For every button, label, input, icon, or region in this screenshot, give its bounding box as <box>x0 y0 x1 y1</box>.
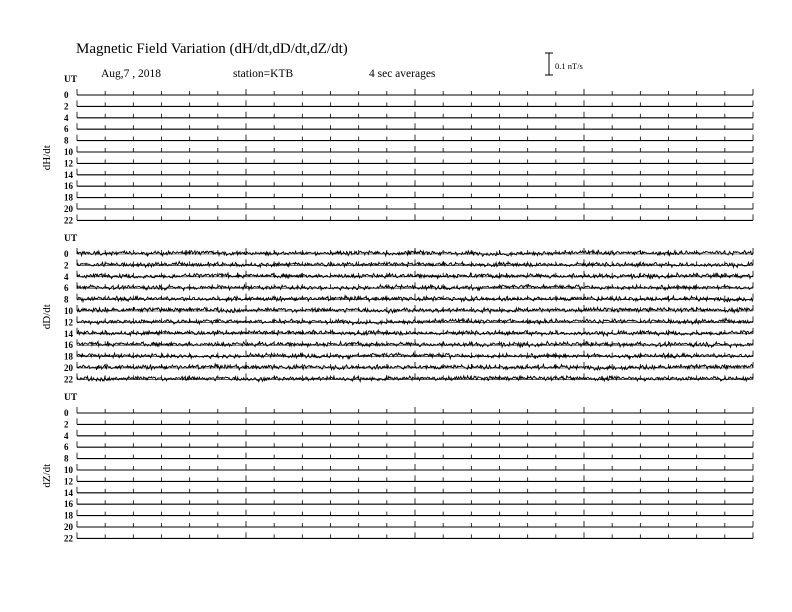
trace-row <box>64 487 753 498</box>
trace-row <box>64 203 753 214</box>
row-label: 4 <box>64 112 69 123</box>
trace-row <box>64 430 753 441</box>
trace-row <box>64 316 753 327</box>
trace-row <box>64 351 753 362</box>
trace-row <box>64 135 753 146</box>
row-label: 18 <box>64 510 73 521</box>
row-label: 6 <box>64 124 69 135</box>
ut-axis-label: UT <box>64 234 78 244</box>
chart-title: Magnetic Field Variation (dH/dt,dD/dt,dZ/dt) <box>76 41 348 57</box>
row-label: 16 <box>64 181 73 192</box>
trace-row <box>64 100 753 111</box>
trace-row <box>64 510 753 521</box>
trace-row <box>64 464 753 475</box>
row-label: 12 <box>64 158 73 169</box>
panel-ylabel: dH/dt <box>41 145 53 171</box>
row-label: 20 <box>64 363 73 373</box>
row-label: 10 <box>64 147 73 157</box>
trace-row <box>64 123 753 134</box>
row-label: 8 <box>64 453 69 464</box>
trace-row <box>64 89 753 100</box>
row-label: 22 <box>64 533 73 544</box>
trace-row <box>64 169 753 180</box>
trace-row <box>64 192 753 203</box>
row-label: 8 <box>64 135 69 146</box>
scale-bar <box>545 53 583 75</box>
row-label: 12 <box>64 476 73 487</box>
row-label: 22 <box>64 374 73 385</box>
trace-row <box>64 407 753 418</box>
scale-label: 0.1 nT/s <box>555 61 583 71</box>
row-label: 22 <box>64 215 73 226</box>
trace-row <box>64 214 753 225</box>
row-label: 0 <box>64 90 69 100</box>
panel-dd-dt <box>41 234 753 384</box>
panel-dh-dt <box>41 75 753 225</box>
trace-row <box>64 305 753 316</box>
row-label: 20 <box>64 522 73 532</box>
trace-row <box>64 294 753 305</box>
trace-row <box>64 441 753 452</box>
trace-row <box>64 146 753 157</box>
date-label: Aug,7 , 2018 <box>101 68 162 80</box>
row-label: 18 <box>64 192 73 203</box>
row-label: 8 <box>64 294 69 305</box>
trace-row <box>64 373 753 384</box>
row-label: 0 <box>64 249 69 259</box>
trace-row <box>64 453 753 464</box>
row-label: 6 <box>64 283 69 294</box>
trace-row <box>64 259 753 270</box>
panel-ylabel: dD/dt <box>41 304 53 330</box>
panel-ylabel: dZ/dt <box>41 463 53 488</box>
ut-axis-label: UT <box>64 393 78 403</box>
trace-row <box>64 498 753 509</box>
ut-axis-label: UT <box>64 75 78 85</box>
row-label: 14 <box>64 487 73 498</box>
row-label: 14 <box>64 169 73 180</box>
trace-row <box>64 248 753 259</box>
row-label: 0 <box>64 408 69 418</box>
panel-dz-dt <box>41 393 753 543</box>
trace-row <box>64 475 753 486</box>
row-label: 20 <box>64 204 73 214</box>
trace-row <box>64 418 753 429</box>
row-label: 2 <box>64 101 69 112</box>
trace-row <box>64 271 753 282</box>
averaging-label: 4 sec averages <box>369 68 436 80</box>
row-label: 10 <box>64 465 73 475</box>
row-label: 18 <box>64 351 73 362</box>
row-label: 16 <box>64 499 73 510</box>
trace-row <box>64 112 753 123</box>
trace-row <box>64 521 753 532</box>
trace-row <box>64 180 753 191</box>
panels <box>41 75 753 543</box>
row-label: 14 <box>64 328 73 339</box>
row-label: 2 <box>64 260 69 271</box>
trace-row <box>64 532 753 543</box>
row-label: 2 <box>64 419 69 430</box>
row-label: 16 <box>64 340 73 351</box>
station-label: station=KTB <box>233 68 294 80</box>
trace-row <box>64 328 753 339</box>
trace-row <box>64 362 753 373</box>
row-label: 10 <box>64 306 73 316</box>
trace-row <box>64 282 753 293</box>
row-label: 12 <box>64 317 73 328</box>
row-label: 4 <box>64 430 69 441</box>
trace-row <box>64 339 753 350</box>
trace-row <box>64 157 753 168</box>
row-label: 4 <box>64 271 69 282</box>
row-label: 6 <box>64 442 69 453</box>
